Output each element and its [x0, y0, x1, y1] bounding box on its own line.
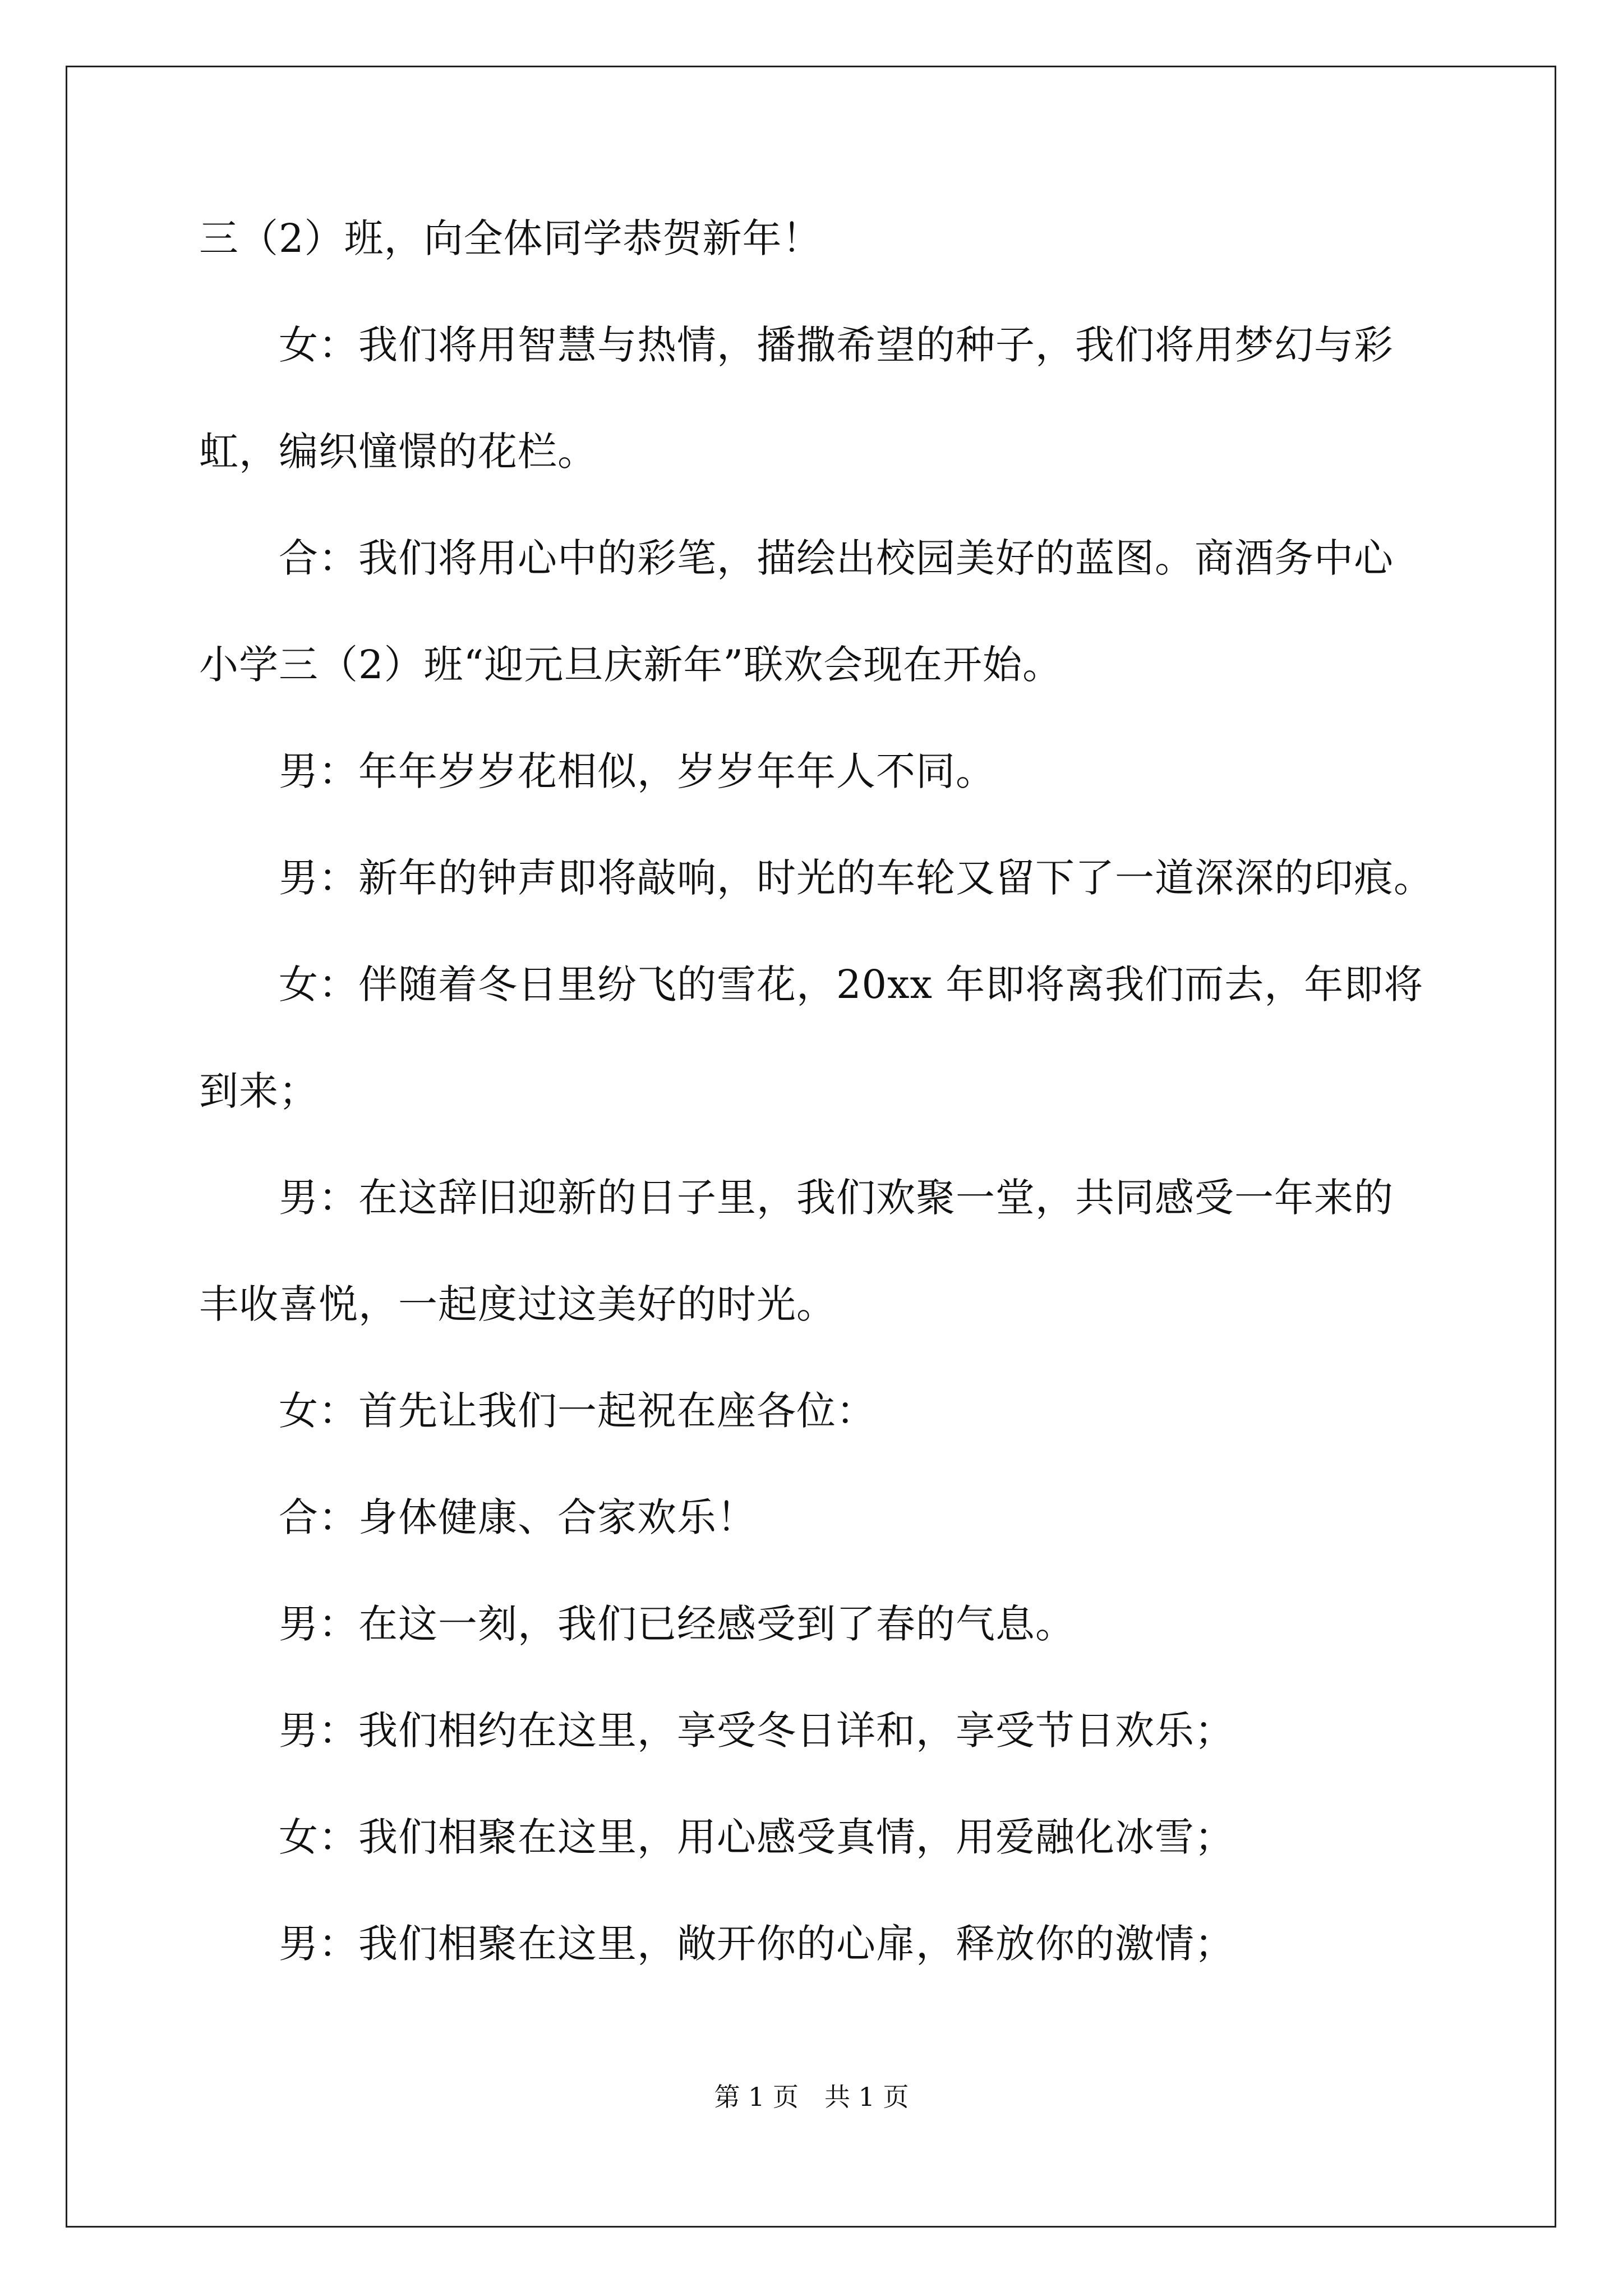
text-line: 男：在这一刻，我们已经感受到了春的气息。: [199, 1601, 1075, 1647]
text-line: 女：我们将用智慧与热情，播撒希望的种子，我们将用梦幻与彩: [199, 322, 1394, 368]
page-footer: 第 1 页 共 1 页: [714, 2082, 909, 2112]
text-line: 女：首先让我们一起祝在座各位：: [199, 1388, 876, 1434]
text-line: 女：我们相聚在这里，用心感受真情，用爱融化冰雪；: [199, 1814, 1234, 1860]
text-line: 男：我们相约在这里，享受冬日详和，享受节日欢乐；: [199, 1708, 1234, 1754]
text-line: 男：在这辞旧迎新的日子里，我们欢聚一堂，共同感受一年来的: [199, 1175, 1394, 1221]
text-line: 男：我们相聚在这里，敞开你的心扉，释放你的激情；: [199, 1921, 1234, 1967]
text-line: 丰收喜悦，一起度过这美好的时光。: [199, 1281, 836, 1327]
text-line: 男：新年的钟声即将敲响，时光的车轮又留下了一道深深的印痕。: [199, 855, 1433, 901]
text-line: 合：我们将用心中的彩笔，描绘出校园美好的蓝图。商酒务中心: [199, 535, 1394, 581]
text-line: 合：身体健康、合家欢乐！: [199, 1494, 757, 1540]
text-line: 三（2）班，向全体同学恭贺新年！: [199, 215, 822, 261]
text-line: 到来；: [199, 1068, 319, 1114]
text-line: 男：年年岁岁花相似，岁岁年年人不同。: [199, 748, 995, 794]
page-border: [66, 66, 1556, 2228]
text-line: 女：伴随着冬日里纷飞的雪花，20xx 年即将离我们而去，年即将: [199, 961, 1424, 1007]
text-line: 小学三（2）班“迎元旦庆新年”联欢会现在开始。: [199, 642, 1063, 688]
text-line: 虹，编织憧憬的花栏。: [199, 429, 597, 475]
